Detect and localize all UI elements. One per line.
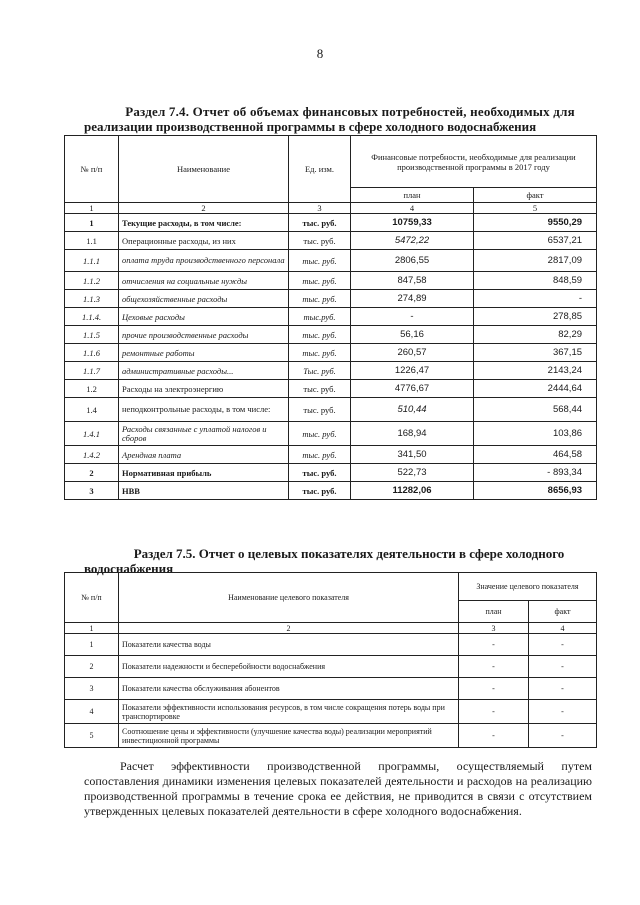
conclusion-paragraph: Расчет эффективности производственной программы, осуществляемый путем сопоставления динамики изменения целевых показателей деятельности и расходов на реализацию производственной программы в течение срока ее действия, не приводится в связи с отсутствием утвержденных целевых показателей деятельности в сфере холодного водоснабжения.: [84, 759, 592, 818]
table-row: [65, 422, 597, 446]
row-num: 2: [65, 464, 119, 482]
row-num: 1: [65, 634, 119, 656]
header-unit: Ед. изм.: [289, 136, 351, 203]
table-row: [65, 232, 597, 250]
row-unit: тыс. руб.: [289, 214, 351, 232]
section-7-5-title-line1: Раздел 7.5. Отчет о целевых показателях деятельности в сфере холодного: [133, 546, 565, 561]
row-plan: 5472,22: [351, 232, 474, 250]
table-row: [65, 398, 597, 422]
row-name: Нормативная прибыль: [119, 464, 289, 482]
header-financial-needs: Финансовые потребности, необходимые для реализации производственной программы в 2017 году: [351, 136, 597, 188]
table-row: [65, 290, 597, 308]
row-num: 1.4: [65, 398, 119, 422]
table-row: [65, 656, 597, 678]
row-name: Операционные расходы, из них: [119, 232, 289, 250]
row-num: 1.1: [65, 232, 119, 250]
row-name: Расходы связанные с уплатой налогов и сборов: [119, 422, 289, 446]
header-num: № п/п: [65, 136, 119, 203]
row-plan: -: [459, 678, 529, 700]
colnum: 4: [529, 623, 597, 634]
row-name: Показатели качества воды: [119, 634, 459, 656]
row-num: 5: [65, 724, 119, 748]
table-row: [65, 326, 597, 344]
row-num: 1.1.4.: [65, 308, 119, 326]
colnum: 2: [119, 623, 459, 634]
row-name: Показатели надежности и бесперебойности водоснабжения: [119, 656, 459, 678]
row-plan: 341,50: [351, 446, 474, 464]
row-plan: -: [459, 700, 529, 724]
header-num: № п/п: [65, 573, 119, 623]
colnum: 1: [65, 203, 119, 214]
row-plan: 522,73: [351, 464, 474, 482]
row-fact: - 893,34: [474, 464, 597, 482]
row-num: 1.1.3: [65, 290, 119, 308]
row-plan: 2806,55: [351, 250, 474, 272]
row-num: 1.1.5: [65, 326, 119, 344]
table-row: [65, 308, 597, 326]
colnum: 1: [65, 623, 119, 634]
row-num: 1.1.1: [65, 250, 119, 272]
colnum: 2: [119, 203, 289, 214]
colnum: 3: [289, 203, 351, 214]
row-num: 3: [65, 678, 119, 700]
row-name: прочие производственные расходы: [119, 326, 289, 344]
row-plan: 4776,67: [351, 380, 474, 398]
table-row: [65, 634, 597, 656]
table-row: [65, 700, 597, 724]
row-name: отчисления на социальные нужды: [119, 272, 289, 290]
financial-needs-table: [64, 135, 597, 500]
row-fact: -: [529, 634, 597, 656]
table-row: [65, 272, 597, 290]
row-num: 1.1.2: [65, 272, 119, 290]
table-row: [65, 464, 597, 482]
row-unit: тыс. руб.: [289, 272, 351, 290]
row-name: административные расходы...: [119, 362, 289, 380]
header-plan: план: [459, 601, 529, 623]
row-name: Соотношение цены и эффективности (улучшение качества воды) реализации мероприятий инвестиционной программы: [119, 724, 459, 748]
column-numbers-row: [65, 203, 597, 214]
row-unit: тыс. руб.: [289, 380, 351, 398]
table-row: [65, 446, 597, 464]
row-num: 1.4.1: [65, 422, 119, 446]
row-unit: тыс. руб.: [289, 290, 351, 308]
row-fact: 82,29: [474, 326, 597, 344]
row-unit: тыс. руб.: [289, 482, 351, 500]
row-unit: тыс. руб.: [289, 344, 351, 362]
row-name: общехозяйственные расходы: [119, 290, 289, 308]
row-name: оплата труда производственного персонала: [119, 250, 289, 272]
row-unit: тыс. руб.: [289, 250, 351, 272]
row-num: 3: [65, 482, 119, 500]
row-unit: Тыс. руб.: [289, 362, 351, 380]
row-name: неподконтрольные расходы, в том числе:: [119, 398, 289, 422]
row-name: Расходы на электроэнергию: [119, 380, 289, 398]
header-plan: план: [351, 188, 474, 203]
row-name: Цеховые расходы: [119, 308, 289, 326]
target-indicators-table: [64, 572, 597, 748]
row-fact: -: [529, 724, 597, 748]
row-fact: -: [529, 700, 597, 724]
table-row: [65, 482, 597, 500]
row-plan: -: [459, 634, 529, 656]
row-name: НВВ: [119, 482, 289, 500]
row-unit: тыс.руб.: [289, 308, 351, 326]
header-fact: факт: [474, 188, 597, 203]
row-plan: 510,44: [351, 398, 474, 422]
table-row: [65, 362, 597, 380]
colnum: 3: [459, 623, 529, 634]
header-name: Наименование целевого показателя: [119, 573, 459, 623]
row-plan: 11282,06: [351, 482, 474, 500]
row-plan: 10759,33: [351, 214, 474, 232]
row-fact: 568,44: [474, 398, 597, 422]
header-value: Значение целевого показателя: [459, 573, 597, 601]
row-name: Арендная плата: [119, 446, 289, 464]
row-plan: 274,89: [351, 290, 474, 308]
row-plan: -: [459, 724, 529, 748]
row-num: 2: [65, 656, 119, 678]
row-plan: 168,94: [351, 422, 474, 446]
table-row: [65, 380, 597, 398]
row-fact: 6537,21: [474, 232, 597, 250]
table-header-row: [65, 573, 597, 601]
section-7-5-title-line2: водоснабжения: [84, 561, 174, 576]
row-fact: 9550,29: [474, 214, 597, 232]
row-fact: 848,59: [474, 272, 597, 290]
row-num: 1.1.6: [65, 344, 119, 362]
page-number: 8: [316, 46, 324, 61]
row-fact: 103,86: [474, 422, 597, 446]
row-fact: -: [474, 290, 597, 308]
row-fact: 367,15: [474, 344, 597, 362]
row-fact: 2143,24: [474, 362, 597, 380]
row-unit: тыс. руб.: [289, 398, 351, 422]
row-fact: -: [529, 656, 597, 678]
row-unit: тыс. руб.: [289, 446, 351, 464]
table-row: [65, 724, 597, 748]
header-name: Наименование: [119, 136, 289, 203]
row-unit: тыс. руб.: [289, 422, 351, 446]
section-7-4-title: [84, 104, 594, 134]
row-unit: тыс. руб.: [289, 232, 351, 250]
row-name: Текущие расходы, в том числе:: [119, 214, 289, 232]
row-fact: 2817,09: [474, 250, 597, 272]
row-num: 1.4.2: [65, 446, 119, 464]
row-name: ремонтные работы: [119, 344, 289, 362]
section-7-4-title-line1: Раздел 7.4. Отчет об объемах финансовых потребностей, необходимых для: [125, 104, 575, 119]
row-plan: 56,16: [351, 326, 474, 344]
row-fact: 278,85: [474, 308, 597, 326]
colnum: 4: [351, 203, 474, 214]
row-plan: 260,57: [351, 344, 474, 362]
row-name: Показатели качества обслуживания абонентов: [119, 678, 459, 700]
row-fact: 464,58: [474, 446, 597, 464]
row-fact: 8656,93: [474, 482, 597, 500]
colnum: 5: [474, 203, 597, 214]
row-num: 1: [65, 214, 119, 232]
header-fact: факт: [529, 601, 597, 623]
row-fact: -: [529, 678, 597, 700]
table-row: [65, 250, 597, 272]
row-plan: -: [351, 308, 474, 326]
row-fact: 2444,64: [474, 380, 597, 398]
table-header-row: [65, 136, 597, 188]
section-7-4-title-line2: реализации производственной программы в сфере холодного водоснабжения: [84, 119, 537, 134]
table-row: [65, 678, 597, 700]
row-plan: 1226,47: [351, 362, 474, 380]
row-plan: -: [459, 656, 529, 678]
table-row: [65, 344, 597, 362]
row-unit: тыс. руб.: [289, 464, 351, 482]
column-numbers-row: [65, 623, 597, 634]
row-num: 4: [65, 700, 119, 724]
row-num: 1.1.7: [65, 362, 119, 380]
row-unit: тыс. руб.: [289, 326, 351, 344]
row-name: Показатели эффективности использования ресурсов, в том числе сокращения потерь воды при транспортировке: [119, 700, 459, 724]
row-plan: 847,58: [351, 272, 474, 290]
row-num: 1.2: [65, 380, 119, 398]
table-row: [65, 214, 597, 232]
